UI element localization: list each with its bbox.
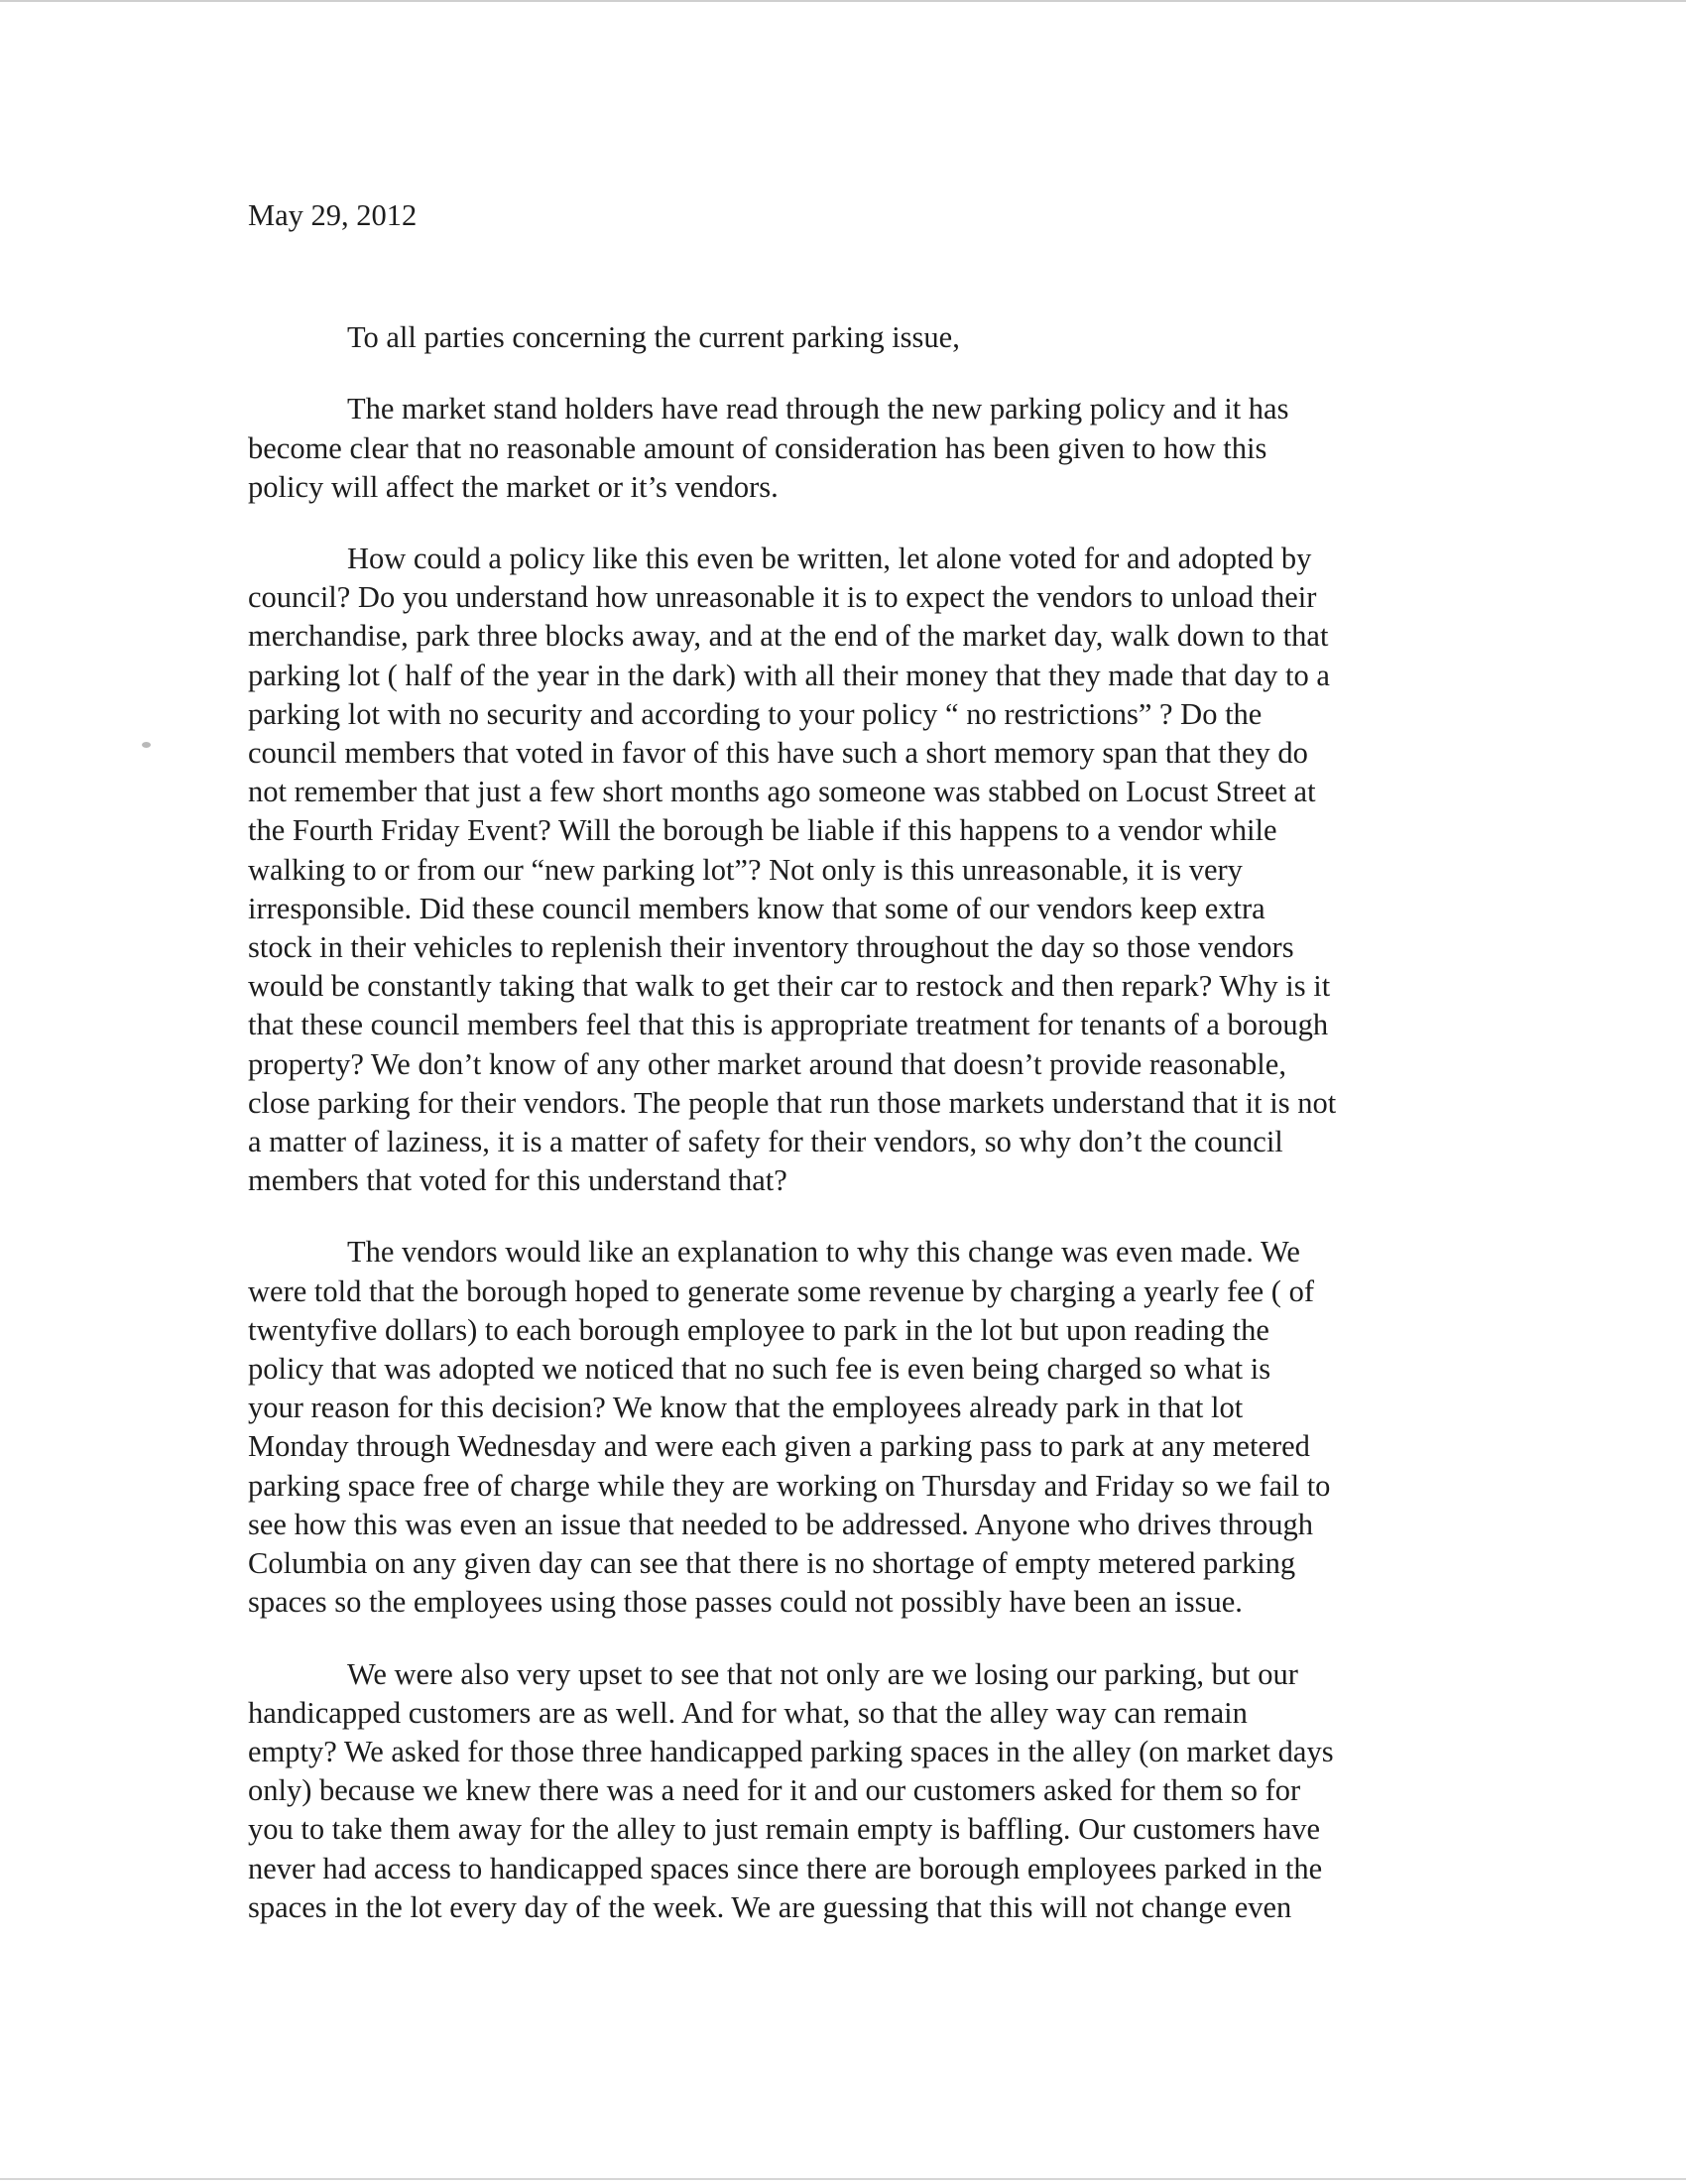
scan-speck xyxy=(142,742,151,748)
paragraph-line: never had access to handicapped spaces since there are borough employees parked in the xyxy=(248,1851,1323,1885)
paragraph-line: the Fourth Friday Event? Will the borough be liable if this happens to a vendor while xyxy=(248,813,1277,848)
paragraph-line: spaces in the lot every day of the week. We are guessing that this will not change even xyxy=(248,1889,1292,1924)
paragraph-4 xyxy=(248,1655,1478,1927)
paragraph-line: only) because we knew there was a need for it and our customers asked for them so for xyxy=(248,1773,1301,1808)
paragraph-line: We were also very upset to see that not only are we losing our parking, but our xyxy=(347,1656,1298,1691)
paragraph-line: How could a policy like this even be written, let alone voted for and adopted by xyxy=(347,542,1312,576)
paragraph-line: spaces so the employees using those passes could not possibly have been an issue. xyxy=(248,1585,1243,1620)
letter-salutation: To all parties concerning the current parking issue, xyxy=(347,320,960,355)
paragraph-line: see how this was even an issue that needed to be addressed. Anyone who drives through xyxy=(248,1507,1314,1541)
paragraph-line: empty? We asked for those three handicapped parking spaces in the alley (on market days xyxy=(248,1734,1334,1768)
paragraph-line: The market stand holders have read through the new parking policy and it has xyxy=(347,392,1289,426)
paragraph-2 xyxy=(248,540,1478,1200)
letter-body xyxy=(248,196,1478,1960)
paragraph-line: The vendors would like an explanation to why this change was even made. We xyxy=(347,1235,1300,1270)
paragraph-line: irresponsible. Did these council members know that some of our vendors keep extra xyxy=(248,891,1265,925)
paragraph-line: that these council members feel that this is appropriate treatment for tenants of a borough xyxy=(248,1008,1329,1042)
paragraph-line: policy will affect the market or it’s vendors. xyxy=(248,469,779,504)
paragraph-line: parking lot with no security and according to your policy “ no restrictions” ? Do the xyxy=(248,696,1263,731)
paragraph-line: were told that the borough hoped to generate some revenue by charging a yearly fee ( of xyxy=(248,1274,1314,1308)
paragraph-line: council? Do you understand how unreasonable it is to expect the vendors to unload their xyxy=(248,580,1317,615)
paragraph-line: your reason for this decision? We know that the employees already park in that lot xyxy=(248,1391,1244,1425)
scan-edge-bottom xyxy=(0,2178,1686,2180)
paragraph-3 xyxy=(248,1233,1478,1622)
paragraph-line: walking to or from our “new parking lot”? Not only is this unreasonable, it is very xyxy=(248,852,1243,887)
paragraph-line: stock in their vehicles to replenish their inventory throughout the day so those vendors xyxy=(248,930,1294,965)
paragraph-line: council members that voted in favor of this have such a short memory span that they do xyxy=(248,736,1308,771)
paragraph-line: policy that was adopted we noticed that no such fee is even being charged so what is xyxy=(248,1352,1271,1387)
paragraph-line: Monday through Wednesday and were each given a parking pass to park at any metered xyxy=(248,1429,1310,1464)
paragraph-line: members that voted for this understand that? xyxy=(248,1163,787,1198)
letter-date: May 29, 2012 xyxy=(248,198,418,232)
paragraph-line: you to take them away for the alley to just remain empty is baffling. Our customers have xyxy=(248,1812,1321,1847)
paragraph-1 xyxy=(248,390,1478,507)
paragraph-line: handicapped customers are as well. And for what, so that the alley way can remain xyxy=(248,1695,1248,1730)
paragraph-line: would be constantly taking that walk to get their car to restock and then repark? Why is it xyxy=(248,969,1331,1004)
paragraph-line: parking lot ( half of the year in the dark) with all their money that they made that day to a xyxy=(248,658,1330,692)
paragraph-line: property? We don’t know of any other market around that doesn’t provide reasonable, xyxy=(248,1046,1286,1081)
scan-edge-top xyxy=(0,0,1686,2)
paragraph-line: parking space free of charge while they are working on Thursday and Friday so we fail to xyxy=(248,1468,1331,1503)
paragraph-line: a matter of laziness, it is a matter of safety for their vendors, so why don’t the council xyxy=(248,1125,1283,1159)
paragraph-line: twentyfive dollars) to each borough employee to park in the lot but upon reading the xyxy=(248,1312,1269,1347)
paragraph-line: Columbia on any given day can see that there is no shortage of empty metered parking xyxy=(248,1546,1296,1581)
paragraph-line: become clear that no reasonable amount of consideration has been given to how this xyxy=(248,430,1267,465)
paragraph-line: not remember that just a few short months ago someone was stabbed on Locust Street at xyxy=(248,775,1316,809)
paragraph-line: close parking for their vendors. The people that run those markets understand that it is not xyxy=(248,1085,1337,1120)
paragraph-line: merchandise, park three blocks away, and at the end of the market day, walk down to that xyxy=(248,619,1329,654)
